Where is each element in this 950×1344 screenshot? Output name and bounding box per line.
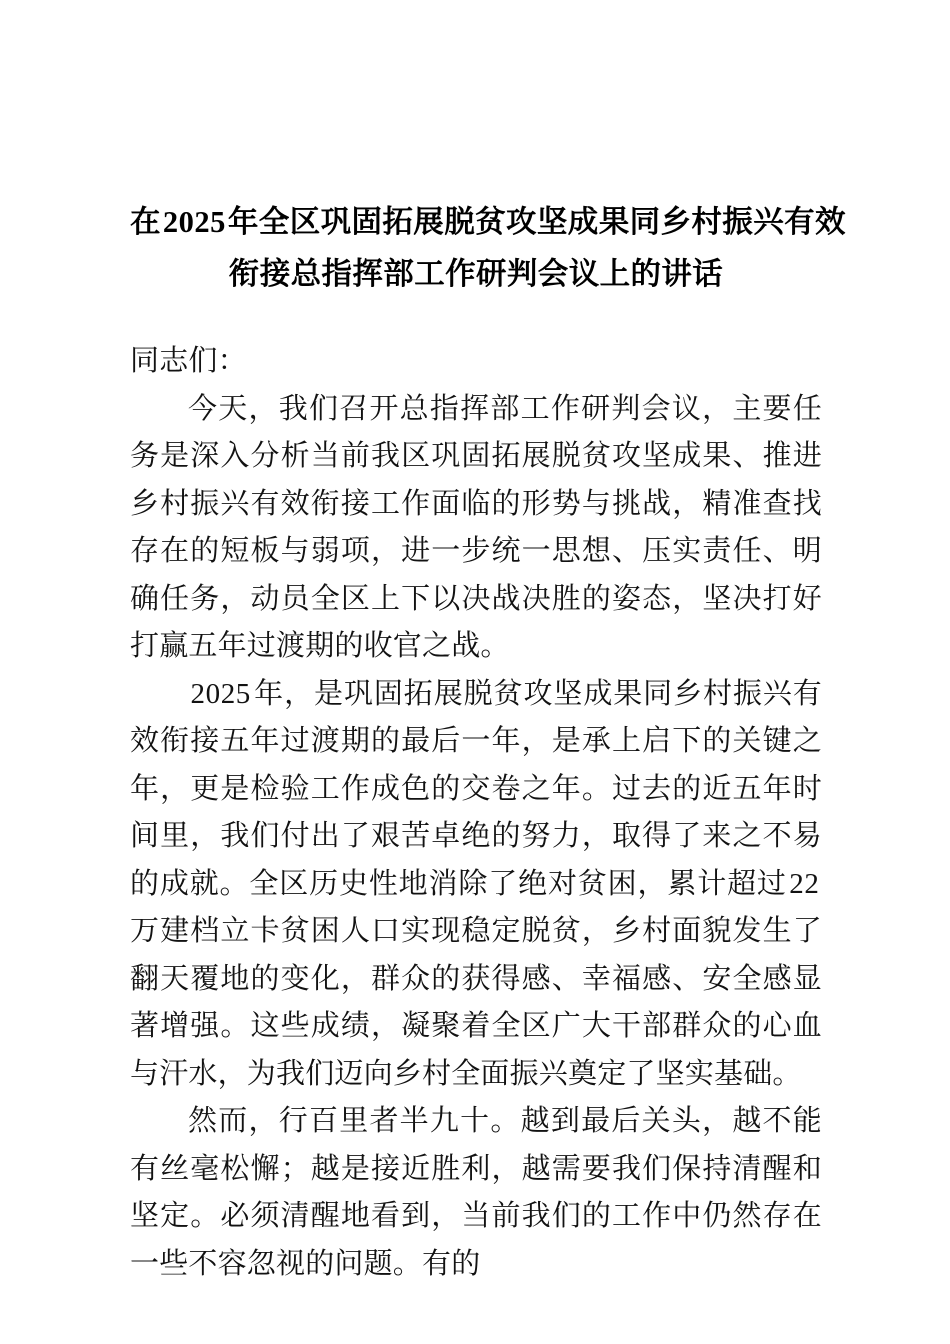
title-year: 2025 bbox=[162, 205, 226, 239]
title-suffix: 年全区巩固拓展脱贫攻坚成果同乡村振兴有效 bbox=[227, 205, 846, 239]
title-prefix: 在 bbox=[130, 205, 161, 239]
title-line-1 bbox=[130, 196, 846, 248]
salutation: 同志们： bbox=[130, 345, 247, 377]
paragraph-2-text-a: ，是巩固拓展脱贫攻坚成果同乡村振兴有效衔接五年过渡期的最后一年，是承上启下的关键之年，更是检验工作成色的交卷之年。过去的近五年时间里，我们付出了艰苦卓绝的努力，取得了来之不易的成就。全区历史性地消除了绝对贫困，累计超过 bbox=[130, 677, 822, 900]
paragraph-1: 今天，我们召开总指挥部工作研判会议，主要任务是深入分析当前我区巩固拓展脱贫攻坚成果、推进乡村振兴有效衔接工作面临的形势与挑战，精准查找存在的短板与弱项，进一步统一思想、压实责任、明确任务，动员全区上下以决战决胜的姿态，坚决打好打赢五年过渡期的收官之战。 bbox=[130, 392, 822, 662]
document-body bbox=[130, 338, 822, 1288]
page-title bbox=[130, 196, 846, 300]
paragraph-2-unit: 年 bbox=[253, 677, 285, 710]
paragraph-2 bbox=[130, 671, 822, 1099]
title-line-2: 衔接总指挥部工作研判会议上的讲话 bbox=[228, 257, 724, 291]
paragraph-2-count: 22 bbox=[789, 867, 820, 900]
paragraph-2-year: 2025 bbox=[190, 677, 251, 710]
paragraph-2-text-b: 万建档立卡贫困人口实现稳定脱贫，乡村面貌发生了翻天覆地的变化，群众的获得感、幸福感、安全感显著增强。这些成绩，凝聚着全区广大干部群众的心血与汗水，为我们迈向乡村全面振兴奠定了坚实基础。 bbox=[130, 915, 822, 1090]
paragraph-3: 然而，行百里者半九十。越到最后关头，越不能有丝毫松懈；越是接近胜利，越需要我们保持清醒和坚定。必须清醒地看到，当前我们的工作中仍然存在一些不容忽视的问题。有的 bbox=[130, 1105, 822, 1280]
